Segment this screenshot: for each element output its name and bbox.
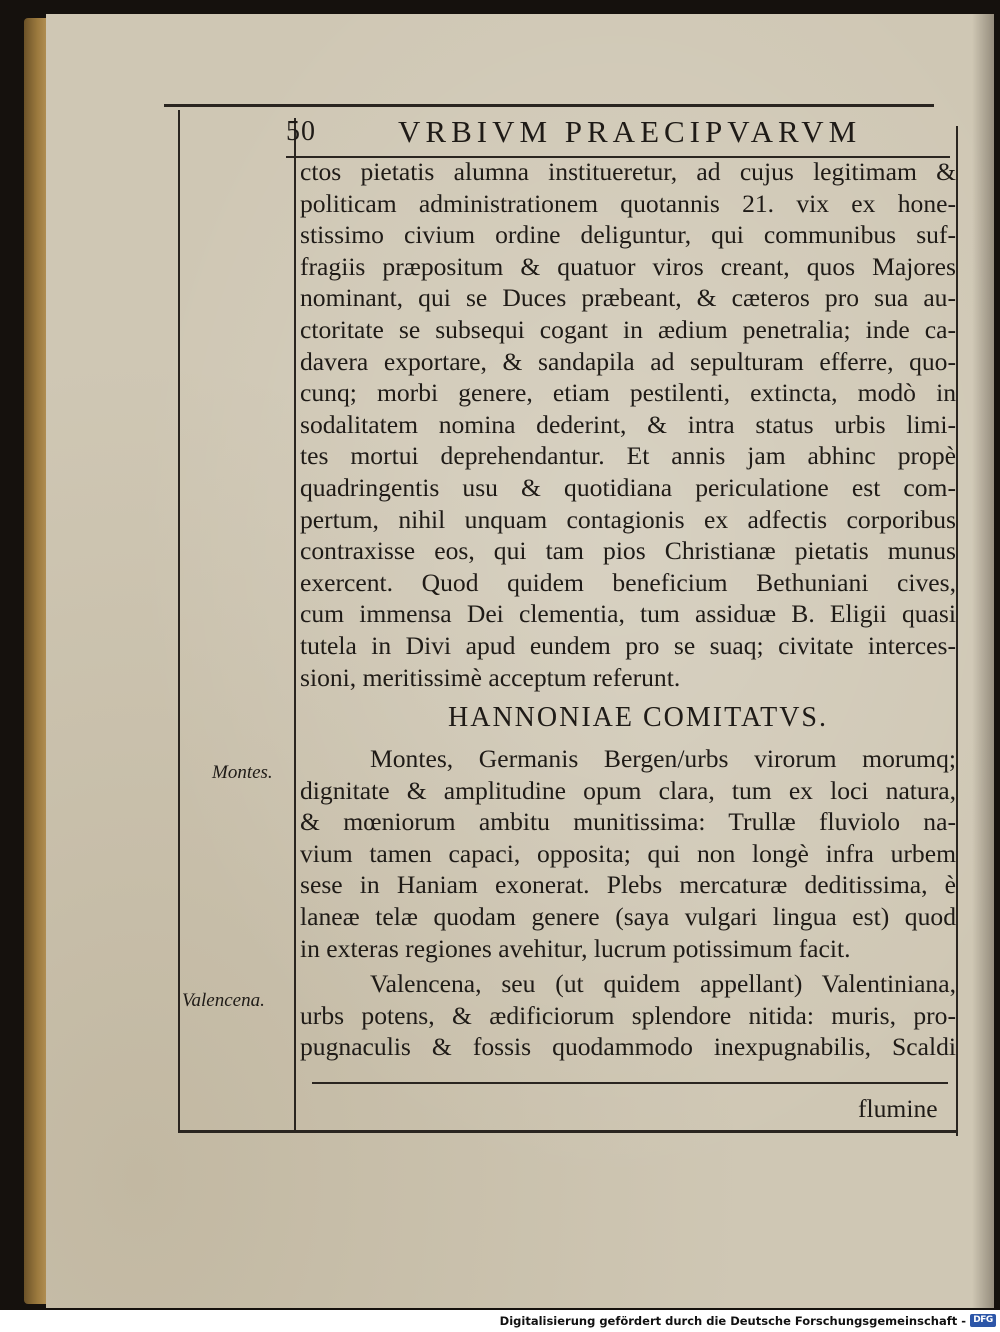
text-line: ctos pietatis alumna institueretur, ad cujus legitimam & [300, 157, 956, 186]
text-line: ctoritate se subsequi cogant in ædium penetralia; inde ca- [300, 314, 956, 344]
marginal-note-valencena: Valencena. [182, 990, 265, 1011]
text-line: tutela in Divi apud eundem pro se suaq; civitate interces- [300, 630, 956, 660]
bottom-rule [178, 1130, 958, 1133]
text-line: quadringentis usu & quotidiana periculatione est com- [300, 472, 956, 502]
catchword: flumine [858, 1094, 938, 1123]
text-line: davera exportare, & sandapila ad sepulturam efferre, quo- [300, 346, 956, 376]
text-line: cunq; morbi genere, etiam pestilenti, extincta, modò in [300, 378, 956, 408]
top-rule [164, 104, 934, 107]
marginal-note-montes: Montes. [212, 762, 273, 783]
text-line: pugnaculis & fossis quodammodo inexpugnabilis, Scaldi [300, 1032, 956, 1062]
text-bottom-rule [312, 1082, 948, 1084]
text-line: sodalitatem nomina dederint, & intra status urbis limi- [300, 409, 956, 439]
text-line: fragiis præpositum & quatuor viros creant, quos Majores [300, 251, 956, 281]
text-line: laneæ telæ quodam genere (saya vulgari lingua est) quod [300, 902, 956, 932]
dfg-logo: DFG [970, 1314, 996, 1327]
page-number: 50 [286, 116, 316, 147]
text-line: sese in Haniam exonerat. Plebs mercaturæ deditissima, è [300, 870, 956, 900]
text-line: urbs potens, & ædificiorum splendore nitida: muris, pro- [300, 1000, 956, 1030]
footer-bar [0, 1310, 1000, 1332]
text-line: politicam administrationem quotannis 21. vix ex hone- [300, 188, 956, 218]
text-line: dignitate & amplitudine opum clara, tum ex loci natura, [300, 775, 956, 805]
right-rule [956, 126, 958, 1136]
text-line: nominant, qui se Duces præbeant, & cæteros pro sua au- [300, 283, 956, 313]
text-line: tes mortui deprehendantur. Et annis jam abhinc propè [300, 441, 956, 471]
text-line: cum immensa Dei clementia, tum assiduæ B. Eligii quasi [300, 599, 956, 629]
text-line: vium tamen capaci, opposita; qui non longè infra urbem [300, 838, 956, 868]
text-line: stissimo civium ordine deliguntur, qui communibus suf- [300, 220, 956, 250]
page-header [286, 114, 946, 158]
text-line: Valencena, seu (ut quidem appellant) Valentiniana, [370, 969, 956, 999]
running-title: VRBIVM PRAECIPVARVM [398, 114, 862, 149]
body-text [300, 156, 956, 1063]
text-line: contraxisse eos, qui tam pios Christianæ pietatis munus [300, 536, 956, 566]
funding-credit: Digitalisierung gefördert durch die Deutsche Forschungsgemeinschaft - [499, 1314, 966, 1328]
text-line: sioni, meritissimè acceptum referunt. [300, 662, 681, 692]
inner-left-rule [294, 118, 296, 1132]
text-line: & mœniorum ambitu munitissima: Trullæ fluviolo na- [300, 807, 956, 837]
text-line: pertum, nihil unquam contagionis ex adfectis corporibus [300, 504, 956, 534]
section-heading: HANNONIAE COMITATVS. [448, 702, 828, 734]
text-line: exercent. Quod quidem beneficium Bethuniani cives, [300, 567, 956, 597]
text-line: Montes, Germanis Bergen/urbs virorum morumq; [370, 744, 956, 774]
text-line: in exteras regiones avehitur, lucrum potissimum facit. [300, 933, 851, 963]
outer-left-rule [178, 110, 180, 1132]
